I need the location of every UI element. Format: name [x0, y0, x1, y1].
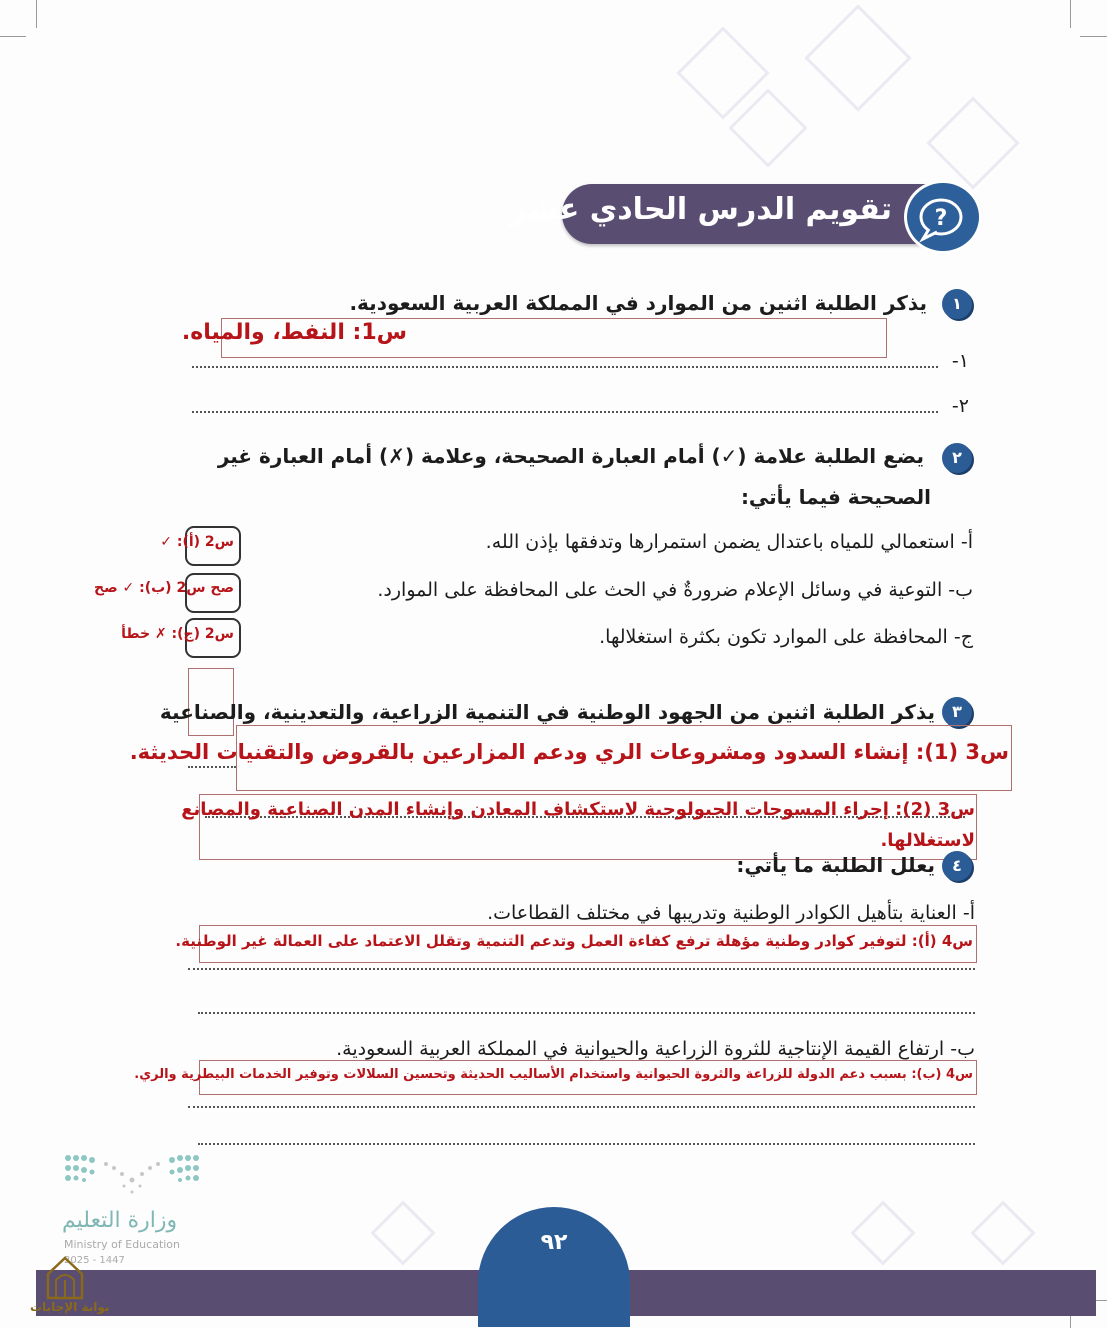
question-number-2: ٢: [942, 443, 972, 473]
statement-a: أ- استعمالي للمياه باعتدال يضمن استمرارها وتدفقها بإذن الله.: [485, 531, 973, 553]
statement-4b: ب- ارتفاع القيمة الإنتاجية للثروة الزراعية والحيوانية في المملكة العربية السعودية.: [336, 1038, 975, 1060]
question-4-text: يعلل الطلبة ما يأتي:: [736, 853, 935, 877]
crop-mark: [36, 0, 37, 28]
ministry-name-english: Ministry of Education: [64, 1238, 181, 1251]
answer-4b: س4 (ب): بسبب دعم الدولة للزراعة والثروة الحيوانية واستخدام الأساليب الحديثة وتحسين السلالات وتوفير الخدمات البيطرية والري.: [134, 1067, 973, 1082]
answer-dotted-line: [198, 1143, 975, 1145]
answer-line-label: ٢-: [951, 395, 969, 417]
answer-dotted-line: [188, 968, 975, 970]
ministry-year: 2025 - 1447: [64, 1255, 125, 1266]
answer-3-1: س3 (1): إنشاء السدود ومشروعات الري ودعم المزارعين بالقروض والتقنيات الحديثة.: [129, 740, 1009, 764]
page-title: تقويم الدرس الحادي عشر: [509, 192, 892, 227]
page-number-badge: [478, 1207, 630, 1327]
statement-b: ب- التوعية في وسائل الإعلام ضرورةٌ في الحث على المحافظة على الموارد.: [377, 579, 973, 601]
decorative-square: [926, 96, 1019, 189]
mark-answer-b: صح س2 (ب): ✓ صح: [94, 580, 234, 596]
answer-3-2-line1: س3 (2): إجراء المسوحات الجيولوجية لاستكشاف المعادن وإنشاء المدن الصناعية والمصانع: [181, 799, 975, 820]
question-2-text-line2: الصحيحة فيما يأتي:: [740, 485, 931, 509]
mark-answer-c: س2 (ج): ✗ خطأ: [121, 626, 234, 642]
answer-1: س1: النفط، والمياه.: [181, 320, 407, 345]
decorative-square: [850, 1200, 915, 1265]
question-number-3: ٣: [942, 697, 972, 727]
answer-dotted-line: [198, 1012, 975, 1014]
statement-c: ج- المحافظة على الموارد تكون بكثرة استغلالها.: [599, 626, 973, 648]
ministry-name-arabic: وزارة التعليم: [62, 1208, 178, 1233]
watermark-text: بوابة الإجابات: [30, 1300, 110, 1314]
crop-mark: [1070, 0, 1071, 28]
page-number: ٩٢: [540, 1230, 568, 1255]
mark-answer-a: س2 (أ): ✓: [160, 534, 234, 550]
lesson-title-banner: [509, 184, 980, 244]
answer-dotted-line: [192, 411, 938, 413]
decorative-square: [804, 4, 911, 111]
answer-dotted-line: [192, 366, 938, 368]
answer-dotted-line: [188, 766, 236, 768]
svg-text:?: ?: [934, 206, 948, 231]
question-2-text-line1: يضع الطلبة علامة (✓) أمام العبارة الصحيحة، وعلامة (✗) أمام العبارة غير: [217, 444, 924, 468]
question-chat-icon: [904, 180, 982, 254]
ministry-logo: [62, 1150, 202, 1200]
crop-mark: [1080, 36, 1107, 37]
answer-4a: س4 (أ): لتوفير كوادر وطنية مؤهلة ترفع كفاءة العمل وتدعم التنمية وتقلل الاعتماد على العمالة غير الوطنية.: [175, 932, 973, 950]
question-number-1: ١: [942, 289, 972, 319]
crop-mark: [0, 36, 26, 37]
question-3-text: يذكر الطلبة اثنين من الجهود الوطنية في التنمية الزراعية، والتعدينية، والصناعية: [159, 700, 935, 724]
statement-4a: أ- العناية بتأهيل الكوادر الوطنية وتدريبها في مختلف القطاعات.: [487, 902, 975, 924]
question-number-4: ٤: [942, 851, 972, 881]
watermark-logo-icon: [44, 1256, 86, 1300]
answer-line-label: ١-: [951, 350, 969, 372]
answer-3-2-line2: لاستغلالها.: [880, 830, 975, 851]
answer-dotted-line: [188, 1106, 975, 1108]
decorative-square: [970, 1200, 1035, 1265]
decorative-square: [370, 1200, 435, 1265]
question-1-text: يذكر الطلبة اثنين من الموارد في المملكة العربية السعودية.: [349, 291, 927, 315]
